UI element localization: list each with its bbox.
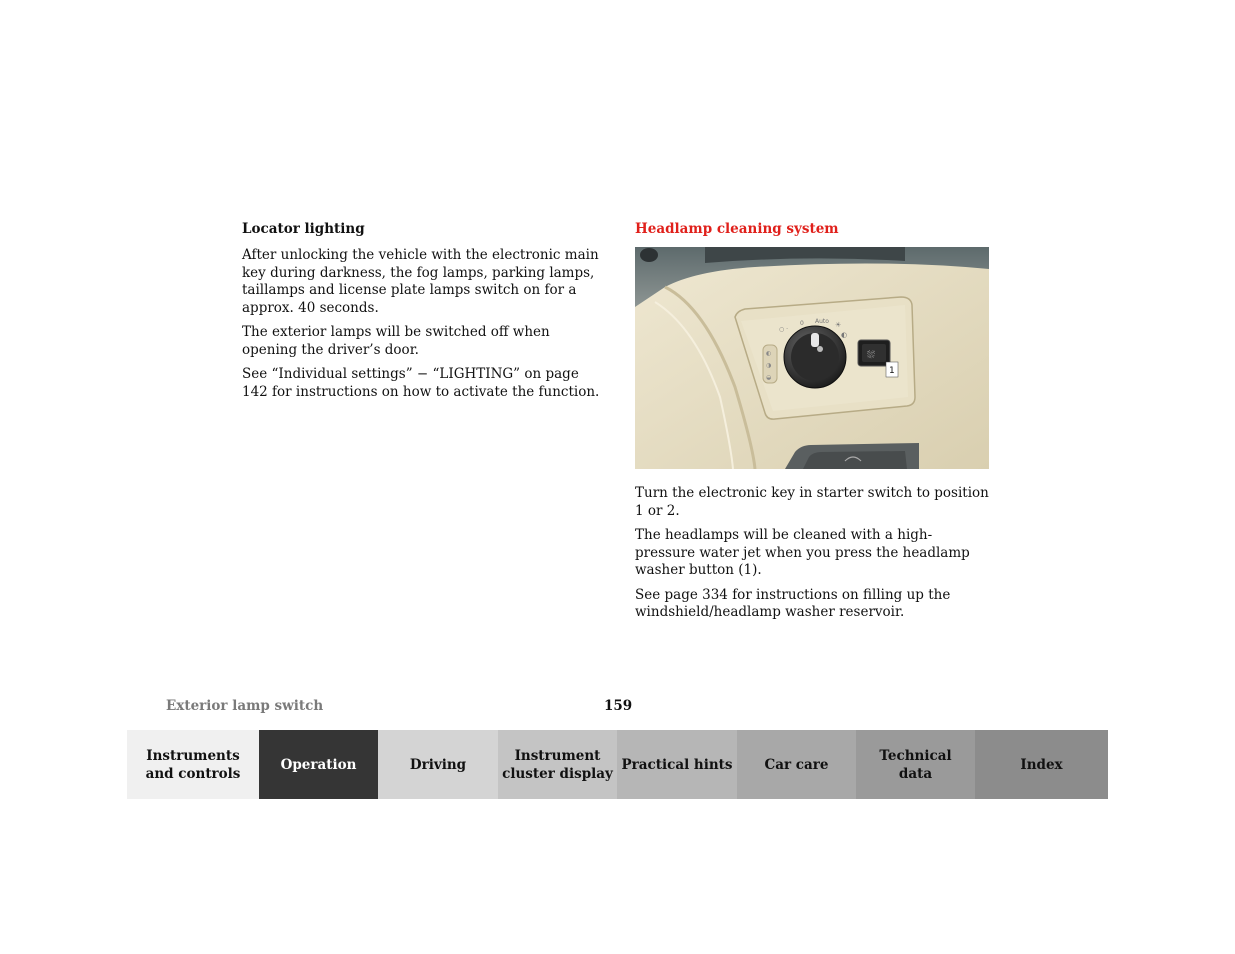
svg-text:Auto: Auto — [815, 318, 829, 325]
locator-lighting-section — [242, 220, 604, 408]
headlamp-cleaning-section — [635, 220, 989, 629]
page-number: 159 — [604, 698, 633, 714]
exterior-lamp-switch-illustration — [635, 247, 989, 469]
paragraph: See “Individual settings” − “LIGHTING” on page 142 for instructions on how to activate the function. — [242, 366, 600, 400]
svg-text:◐: ◐ — [766, 350, 772, 357]
svg-text:◐: ◐ — [841, 331, 848, 339]
svg-text:☀: ☀ — [835, 321, 842, 329]
chapter-tab-bar — [127, 730, 1108, 799]
paragraph: Turn the electronic key in starter switch to position 1 or 2. — [635, 485, 989, 519]
svg-text:1: 1 — [889, 366, 895, 376]
section-heading-headlamp-cleaning: Headlamp cleaning system — [635, 221, 839, 237]
svg-text:◒: ◒ — [766, 374, 772, 381]
tab-instrument-cluster-display[interactable]: Instrument cluster display — [498, 730, 617, 799]
tab-index[interactable]: Index — [975, 730, 1108, 799]
tab-technical-data[interactable]: Technical data — [856, 730, 975, 799]
footer-section-title: Exterior lamp switch — [166, 698, 324, 714]
svg-text:◑: ◑ — [766, 362, 772, 369]
tab-operation[interactable]: Operation — [259, 730, 378, 799]
tab-practical-hints[interactable]: Practical hints — [617, 730, 737, 799]
svg-text:○ ·: ○ · — [779, 326, 789, 333]
tab-instruments-and-controls[interactable]: Instruments and controls — [127, 730, 259, 799]
svg-text:0: 0 — [800, 320, 804, 327]
section-heading-locator-lighting: Locator lighting — [242, 221, 365, 237]
paragraph: See page 334 for instructions on filling up the windshield/headlamp washer reservoir. — [635, 586, 951, 620]
paragraph: The exterior lamps will be switched off when opening the driver’s door. — [242, 324, 550, 358]
paragraph: After unlocking the vehicle with the electronic main key during darkness, the fog lamps, parking lamps, taillamps and license plate lamps switch on for a approx. 40 seconds. — [242, 247, 599, 316]
svg-text:⛆: ⛆ — [867, 350, 875, 361]
tab-driving[interactable]: Driving — [378, 730, 498, 799]
tab-car-care[interactable]: Car care — [737, 730, 856, 799]
paragraph: The headlamps will be cleaned with a high-pressure water jet when you press the headlamp washer button (1). — [635, 527, 970, 578]
